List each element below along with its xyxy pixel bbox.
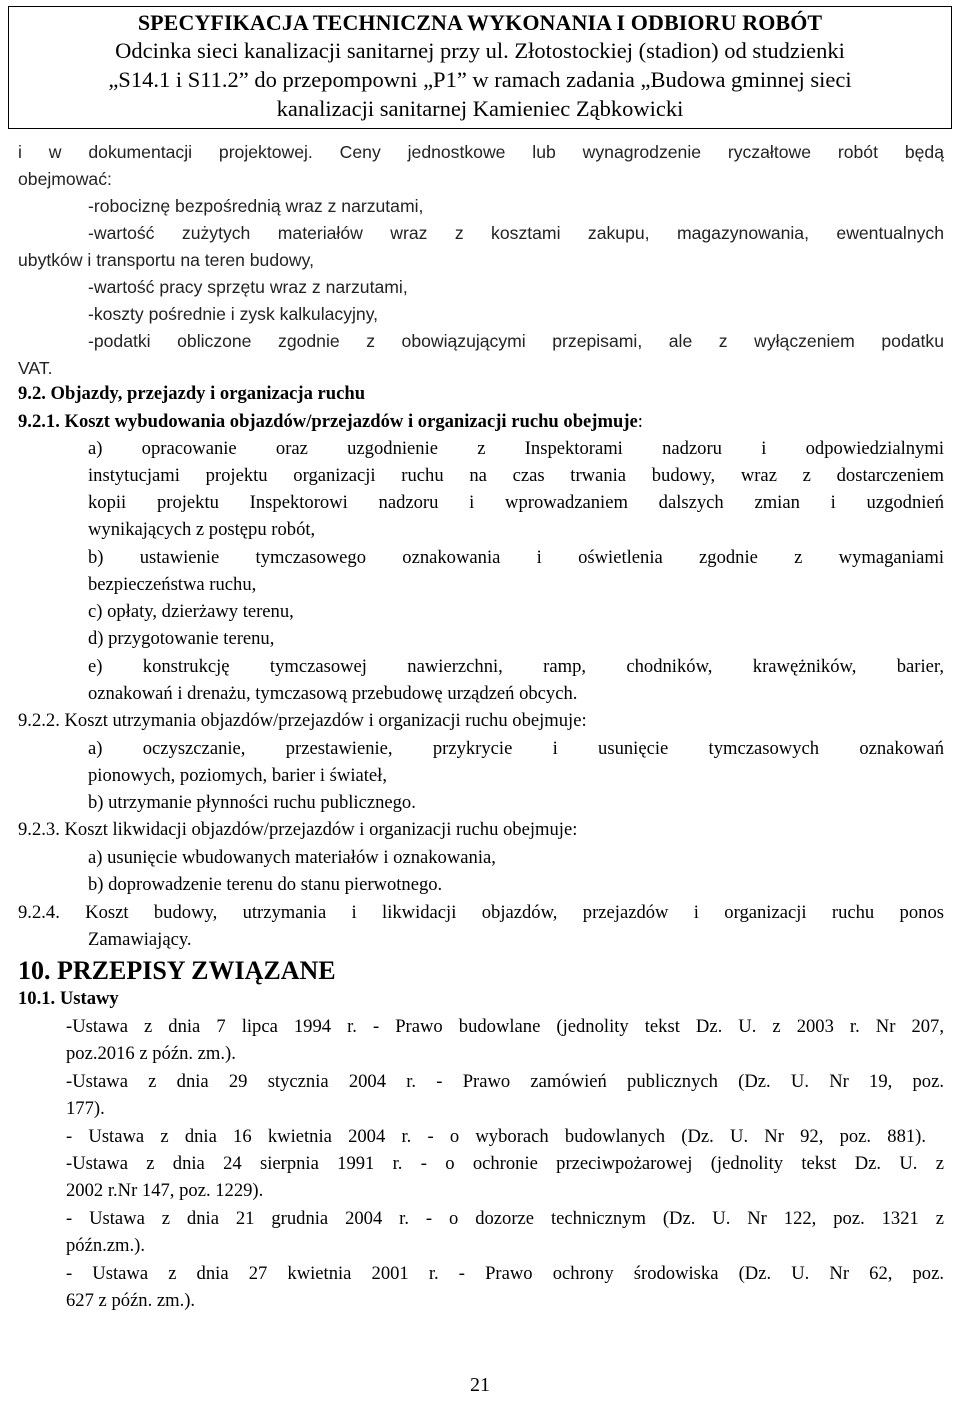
list-item: b) doprowadzenie terenu do stanu pierwotnego. (88, 874, 443, 895)
list-item: b) ustawienie tymczasowego oznakowania i oświetlenia zgodnie z wymaganiami (88, 547, 944, 568)
law-list-item: 177). (66, 1098, 105, 1119)
list-item: b) utrzymanie płynności ruchu publicznego. (88, 792, 416, 813)
list-item: a) usunięcie wbudowanych materiałów i oznakowania, (88, 847, 496, 868)
list-item: wynikających z postępu robót, (88, 519, 316, 540)
intro-line: VAT. (18, 358, 53, 378)
subsection-10-1-heading: 10.1. Ustawy (18, 988, 119, 1009)
page-number: 21 (470, 1374, 490, 1396)
list-item: bezpieczeństwa ruchu, (88, 574, 257, 595)
subsection-9-2-1-heading: 9.2.1. Koszt wybudowania objazdów/przejazdów i organizacji ruchu obejmuje: (18, 411, 643, 432)
intro-list-item: -robociznę bezpośrednią wraz z narzutami, (88, 196, 424, 216)
section-heading-9-2: 9.2. Objazdy, przejazdy i organizacja ruchu (18, 383, 366, 404)
list-item: a) oczyszczanie, przestawienie, przykrycie i usunięcie tymczasowych oznakowań (88, 738, 944, 759)
law-list-item: -Ustawa z dnia 29 stycznia 2004 r. - Prawo zamówień publicznych (Dz. U. Nr 19, poz. (66, 1071, 944, 1092)
header-line-1: Odcinka sieci kanalizacji sanitarnej przy ul. Złotostockiej (stadion) od studzienki (115, 38, 845, 63)
intro-line: i w dokumentacji projektowej. Ceny jednostkowe lub wynagrodzenie ryczałtowe robót będą (18, 142, 944, 162)
intro-line: obejmować: (18, 169, 112, 189)
law-list-item: późn.zm.). (66, 1235, 145, 1256)
list-item: pionowych, poziomych, barier i świateł, (88, 765, 387, 786)
law-list-item: 627 z późn. zm.). (66, 1290, 196, 1311)
intro-list-item: -podatki obliczone zgodnie z obowiązującymi przepisami, ale z wyłączeniem podatku (88, 331, 944, 351)
law-list-item: 2002 r.Nr 147, poz. 1229). (66, 1180, 264, 1201)
law-list-item: -Ustawa z dnia 7 lipca 1994 r. - Prawo budowlane (jednolity tekst Dz. U. z 2003 r. Nr 207, (66, 1016, 944, 1037)
list-item: a) opracowanie oraz uzgodnienie z Inspektorami nadzoru i odpowiedzialnymi (88, 438, 944, 459)
intro-line: ubytków i transportu na teren budowy, (18, 250, 315, 270)
law-list-item: - Ustawa z dnia 21 grudnia 2004 r. - o dozorze technicznym (Dz. U. Nr 122, poz. 1321 z (66, 1208, 944, 1229)
document-header (8, 6, 952, 129)
subsection-9-2-3-heading: 9.2.3. Koszt likwidacji objazdów/przejazdów i organizacji ruchu obejmuje: (18, 819, 578, 840)
list-item: e) konstrukcję tymczasowej nawierzchni, ramp, chodników, krawężników, barier, (88, 656, 944, 677)
intro-list-item: -wartość pracy sprzętu wraz z narzutami, (88, 277, 408, 297)
header-line-2: „S14.1 i S11.2” do przepompowni „P1” w ramach zadania „Budowa gminnej sieci (108, 67, 852, 92)
law-list-item: poz.2016 z późn. zm.). (66, 1043, 236, 1064)
list-item: kopii projektu Inspektorowi nadzoru i wprowadzaniem dalszych zmian i uzgodnień (88, 492, 944, 513)
subsection-9-2-4-text: Zamawiający. (88, 929, 192, 950)
law-list-item: - Ustawa z dnia 16 kwietnia 2004 r. - o wyborach budowlanych (Dz. U. Nr 92, poz. 881). (66, 1126, 926, 1147)
section-heading-10: 10. PRZEPISY ZWIĄZANE (18, 956, 336, 985)
list-item: instytucjami projektu organizacji ruchu na czas trwania budowy, wraz z dostarczeniem (88, 465, 944, 486)
list-item: c) opłaty, dzierżawy terenu, (88, 601, 294, 622)
list-item: oznakowań i drenażu, tymczasową przebudowę urządzeń obcych. (88, 683, 578, 704)
document-title: SPECYFIKACJA TECHNICZNA WYKONANIA I ODBIORU ROBÓT (137, 10, 823, 35)
list-item: d) przygotowanie terenu, (88, 628, 275, 649)
subsection-9-2-2-heading: 9.2.2. Koszt utrzymania objazdów/przejazdów i organizacji ruchu obejmuje: (18, 710, 587, 731)
intro-list-item: -wartość zużytych materiałów wraz z kosztami zakupu, magazynowania, ewentualnych (88, 223, 944, 243)
header-line-3: kanalizacji sanitarnej Kamieniec Ząbkowicki (276, 96, 684, 121)
intro-list-item: -koszty pośrednie i zysk kalkulacyjny, (88, 304, 379, 324)
law-list-item: - Ustawa z dnia 27 kwietnia 2001 r. - Prawo ochrony środowiska (Dz. U. Nr 62, poz. (66, 1263, 944, 1284)
law-list-item: -Ustawa z dnia 24 sierpnia 1991 r. - o ochronie przeciwpożarowej (jednolity tekst Dz. U. z (66, 1153, 944, 1174)
subsection-9-2-4-text: 9.2.4. Koszt budowy, utrzymania i likwidacji objazdów, przejazdów i organizacji ruchu ponos (18, 902, 944, 923)
